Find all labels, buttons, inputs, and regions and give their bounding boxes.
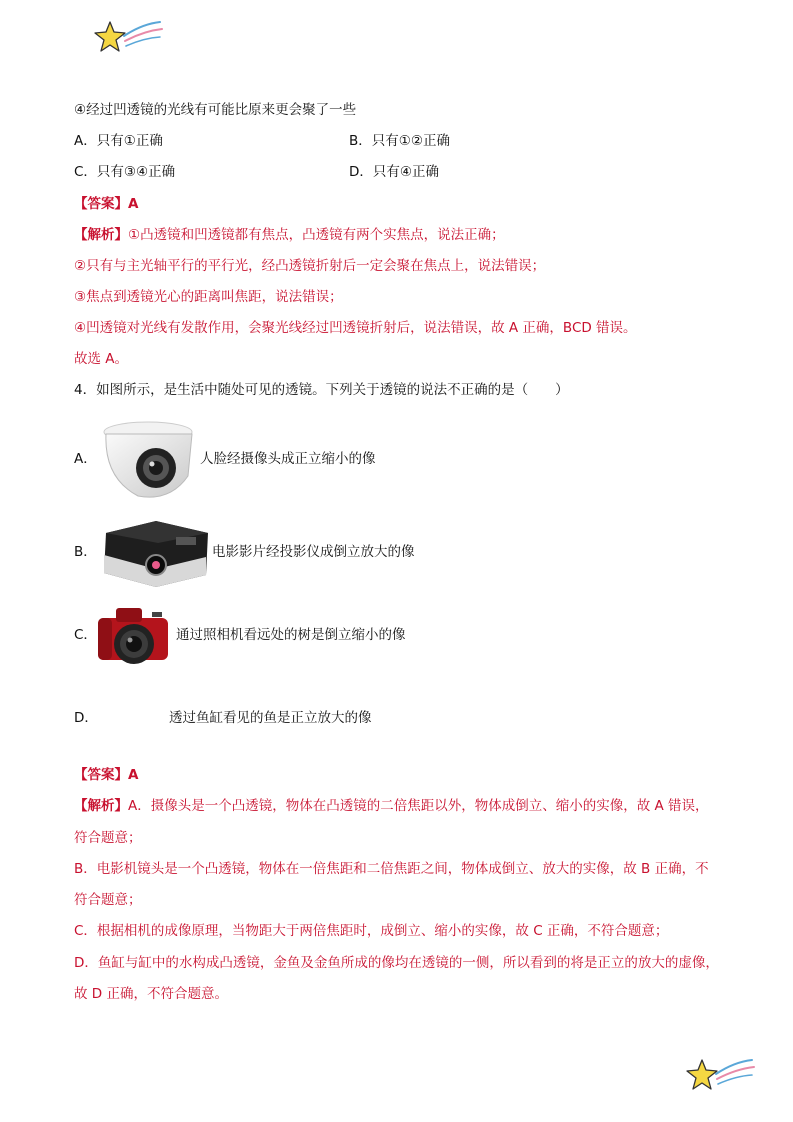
q4-answer	[74, 765, 138, 785]
q4-analysis-4: 符合题意；	[74, 892, 142, 908]
q4-option-c-letter[interactable]: C．	[74, 627, 97, 643]
q4-option-a-text: 人脸经摄像头成正立缩小的像	[200, 451, 376, 467]
analysis-text: ①凸透镜和凹透镜都有焦点，凸透镜有两个实焦点，说法正确；	[128, 227, 505, 243]
analysis-label: 【解析】	[74, 798, 128, 814]
q3-analysis-3: ③焦点到透镜光心的距离叫焦距，说法错误；	[74, 289, 343, 305]
q4-option-c-text: 通过照相机看远处的树是倒立缩小的像	[176, 627, 406, 643]
answer-value: A	[128, 196, 139, 212]
q4-option-b-letter[interactable]: B．	[74, 544, 97, 560]
q3-option-b[interactable]: B．只有①②正确	[349, 133, 450, 149]
answer-label: 【答案】	[74, 767, 128, 783]
security-camera-image	[98, 418, 194, 502]
q4-analysis-1	[74, 796, 709, 816]
projector-image	[96, 515, 212, 591]
q3-item-4: ④经过凹透镜的光线有可能比原来更会聚了一些	[74, 102, 357, 118]
q4-analysis-7: 故 D 正确，不符合题意。	[74, 986, 228, 1002]
analysis-text: A．摄像头是一个凸透镜，物体在凸透镜的二倍焦距以外，物体成倒立、缩小的实像，故 A 错误，	[128, 798, 709, 814]
q4-option-b-text: 电影影片经投影仪成倒立放大的像	[212, 544, 415, 560]
answer-value: A	[128, 767, 139, 783]
q4-option-a-letter[interactable]: A．	[74, 451, 97, 467]
q4-analysis-3: B．电影机镜头是一个凸透镜，物体在一倍焦距和二倍焦距之间，物体成倒立、放大的实像，故 B 正确，不	[74, 861, 709, 877]
q3-analysis-1	[74, 225, 505, 245]
q3-answer	[74, 194, 138, 214]
q3-option-d[interactable]: D．只有④正确	[349, 164, 439, 180]
shooting-star-icon	[684, 1050, 756, 1096]
q3-option-a[interactable]: A．只有①正确	[74, 133, 163, 149]
q3-analysis-5: 故选 A。	[74, 351, 129, 367]
analysis-label: 【解析】	[74, 227, 128, 243]
q4-analysis-2: 符合题意；	[74, 830, 142, 846]
shooting-star-icon	[92, 16, 164, 58]
q4-option-d-letter[interactable]: D．	[74, 710, 98, 726]
q3-analysis-4: ④凹透镜对光线有发散作用，会聚光线经过凹透镜折射后，说法错误，故 A 正确，BCD 错误。	[74, 320, 637, 336]
q3-analysis-2: ②只有与主光轴平行的平行光，经凸透镜折射后一定会聚在焦点上，说法错误；	[74, 258, 546, 274]
q4-analysis-5: C．根据相机的成像原理，当物距大于两倍焦距时，成倒立、缩小的实像，故 C 正确，不符合题意；	[74, 923, 669, 939]
q4-stem: 4．如图所示，是生活中随处可见的透镜。下列关于透镜的说法不正确的是（ ）	[74, 382, 569, 398]
answer-label: 【答案】	[74, 196, 128, 212]
q4-analysis-6: D．鱼缸与缸中的水构成凸透镜，金鱼及金鱼所成的像均在透镜的一侧，所以看到的将是正立的放大的虚像，	[74, 955, 719, 971]
q3-option-c[interactable]: C．只有③④正确	[74, 164, 176, 180]
red-camera-image	[94, 600, 172, 672]
q4-option-d-text: 透过鱼缸看见的鱼是正立放大的像	[169, 710, 372, 726]
